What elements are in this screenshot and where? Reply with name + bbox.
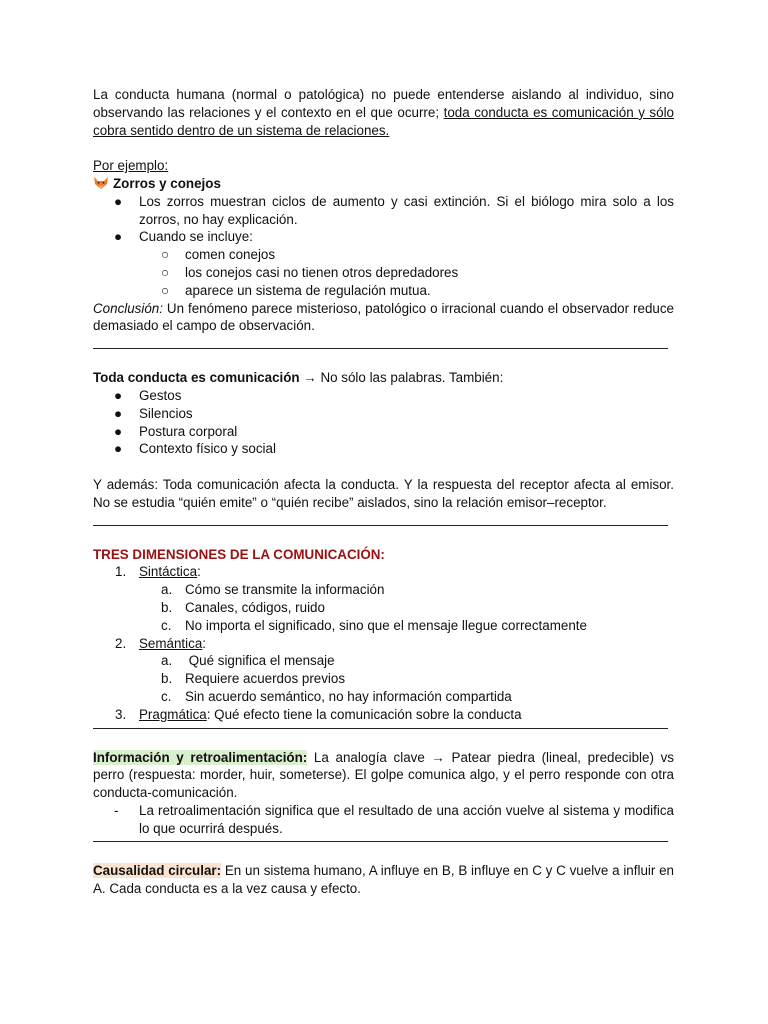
conclusion-text: Un fenómeno parece misterioso, patológico o irracional cuando el observador reduce demasiado el campo de observación.: [93, 300, 674, 334]
communication-list: [93, 387, 674, 458]
circular-text: En un sistema humano, A influye en B, B influye en C y C vuelve a influir en A. Cada conducta es a la vez causa y efecto.: [93, 863, 674, 897]
list-item: ● Gestos: [114, 387, 182, 403]
dimension-sub-item: c. No importa el significado, sino que el mensaje llegue correctamente: [161, 617, 587, 633]
dimension-sub-item: c. Sin acuerdo semántico, no hay información compartida: [161, 688, 512, 704]
conclusion-label: Conclusión:: [93, 300, 163, 316]
list-item: ● Cuando se incluye:: [114, 229, 253, 245]
dimensions-list: [93, 563, 674, 723]
intro-underlined-text: toda conducta es comunicación y sólo cobra sentido dentro de un sistema de relaciones.: [93, 104, 674, 138]
sub-list-item: ○ aparece un sistema de regulación mutua.: [161, 282, 431, 298]
feedback-paragraph: [93, 749, 674, 802]
example-label: Por ejemplo:: [93, 158, 169, 174]
dimension-sub-item: b. Requiere acuerdos previos: [161, 671, 346, 687]
document-page: [93, 86, 674, 898]
conclusion-paragraph: [93, 300, 674, 336]
circular-paragraph: [93, 862, 674, 898]
sub-list-item: ○ comen conejos: [161, 247, 276, 263]
list-item: - La retroalimentación significa que el resultado de una acción vuelve al sistema y modifica lo que ocurrirá después.: [114, 802, 674, 836]
dimension-sub-item: b. Canales, códigos, ruido: [161, 599, 325, 615]
example-list: [93, 193, 674, 300]
list-item: ● Postura corporal: [114, 423, 238, 439]
circular-title: Causalidad circular:: [93, 863, 222, 879]
dimensions-title: TRES DIMENSIONES DE LA COMUNICACIÓN:: [93, 546, 385, 562]
dimension-item: 2. Semántica:: [115, 635, 206, 651]
dimension-item: 1. Sintáctica:: [115, 564, 201, 580]
example-title: Zorros y conejos: [113, 175, 221, 191]
list-item: ● Los zorros muestran ciclos de aumento y casi extinción. Si el biólogo mira solo a los zorros, no hay explicación.: [114, 193, 674, 227]
communication-paragraph: Y además: Toda comunicación afecta la conducta. Y la respuesta del receptor afecta al emisor. No se estudia “quién emite” o “quién recibe” aislados, sino la relación emisor–receptor.: [93, 476, 674, 510]
communication-heading: [93, 369, 674, 387]
dimension-sub-item: a. Qué significa el mensaje: [161, 653, 335, 669]
example-title-line: [93, 175, 674, 193]
feedback-list: [93, 802, 674, 838]
feedback-text: La analogía clave → Patear piedra (lineal, predecible) vs perro (respuesta: morder, huir, someterse). El golpe comunica algo, y el perro responde con otra conducta-comunicación.: [93, 749, 674, 801]
communication-title: Toda conducta es comunicación: [93, 370, 300, 386]
list-item: ● Silencios: [114, 405, 193, 421]
list-item: ● Contexto físico y social: [114, 441, 276, 457]
feedback-title: Información y retroalimentación:: [93, 749, 308, 765]
dimension-sub-item: a. Cómo se transmite la información: [161, 582, 385, 598]
fox-icon: [93, 176, 109, 190]
sub-list-item: ○ los conejos casi no tienen otros depredadores: [161, 264, 459, 280]
communication-arrow-text: → No sólo las palabras. También:: [299, 370, 504, 386]
intro-paragraph: [93, 86, 674, 139]
dimension-item: 3. Pragmática: Qué efecto tiene la comunicación sobre la conducta: [115, 706, 522, 722]
intro-text: La conducta humana (normal o patológica) no puede entenderse aislando al individuo, sino observando las relaciones y el contexto en el que ocurre;: [93, 87, 674, 120]
